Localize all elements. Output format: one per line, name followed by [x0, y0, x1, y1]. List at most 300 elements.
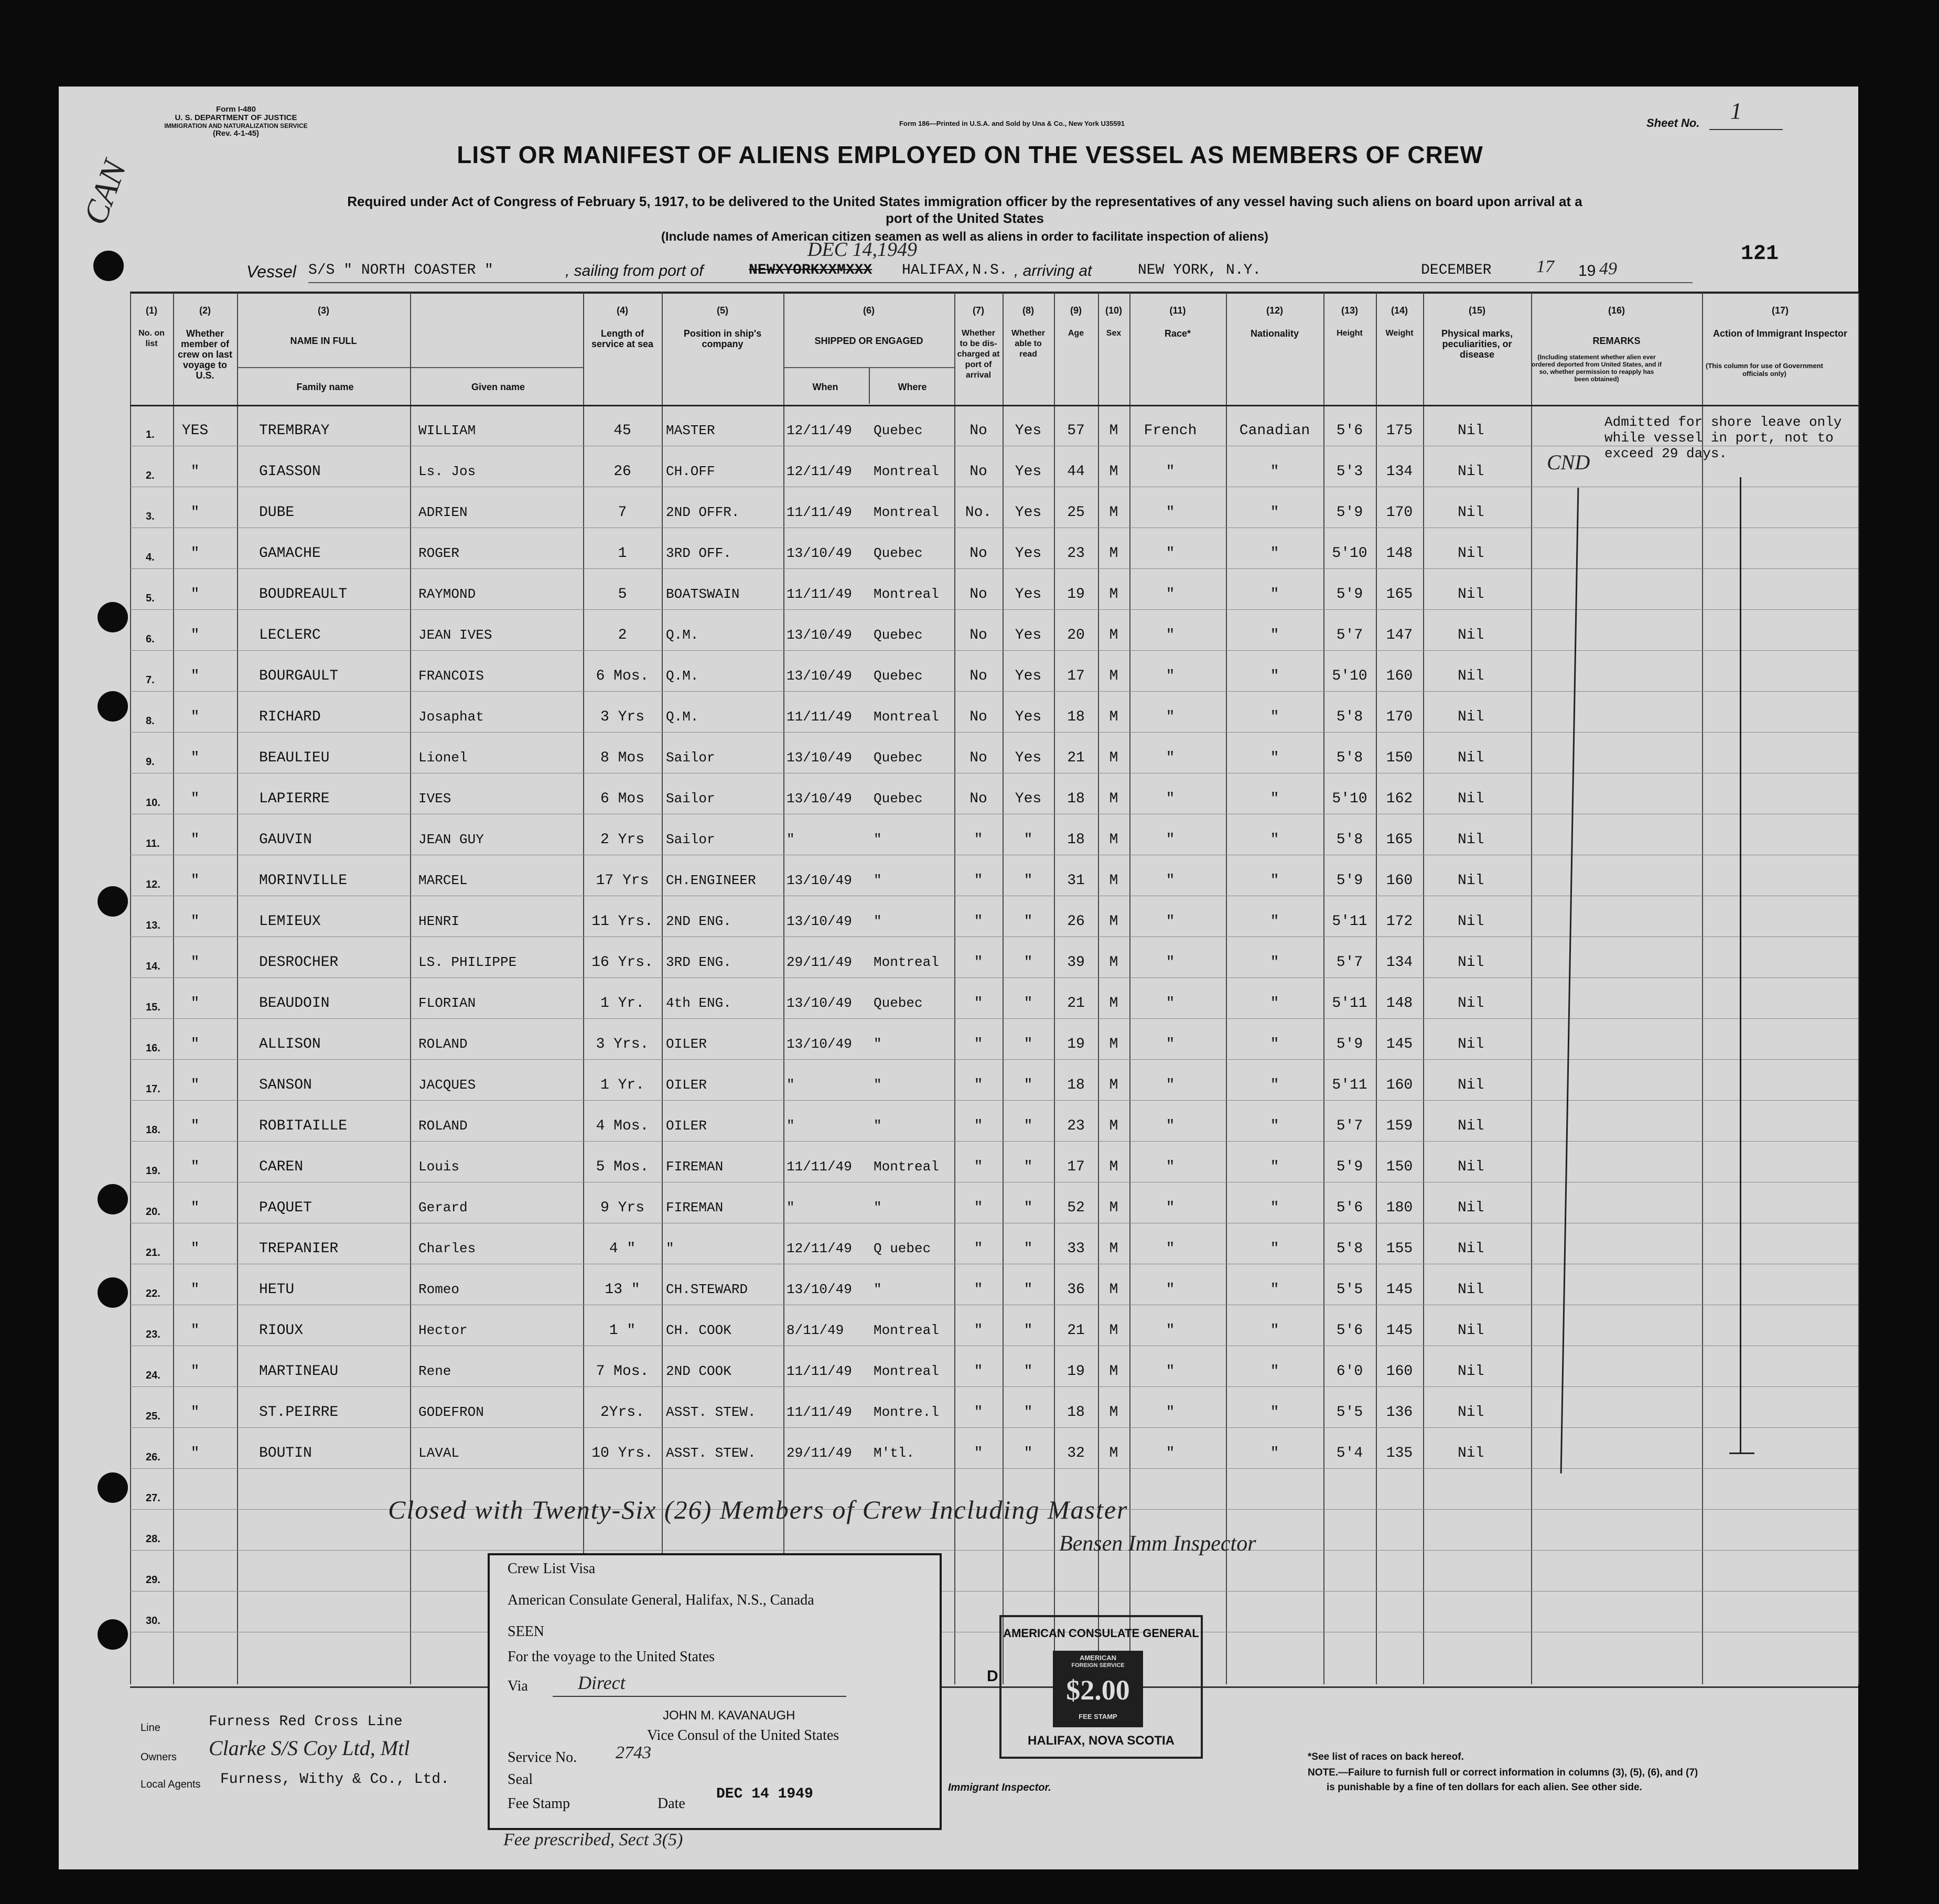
cell-given: ADRIEN	[418, 504, 468, 520]
cell-prev: "	[190, 1159, 200, 1175]
cell-when: 13/10/49	[787, 1282, 852, 1297]
agents-name: Furness, Withy & Co., Ltd.	[220, 1771, 449, 1788]
column-label: Whether to be dis-charged at port of arrival	[957, 329, 1000, 380]
punch-hole	[98, 691, 128, 722]
row-divider	[130, 568, 1858, 569]
row-divider	[130, 977, 1858, 978]
cell-height: 5'9	[1336, 873, 1363, 889]
family-name-header: Family name	[296, 382, 354, 392]
cell-marks: Nil	[1458, 1159, 1484, 1175]
cell-position: CH.ENGINEER	[666, 873, 756, 888]
cell-family: TREPANIER	[259, 1241, 339, 1257]
cell-position: 3RD OFF.	[666, 545, 731, 561]
cell-sex: M	[1109, 464, 1118, 480]
year-prefix: 19	[1578, 262, 1596, 279]
cell-when: 13/10/49	[787, 545, 852, 561]
cell-height: 6'0	[1336, 1363, 1363, 1380]
cell-sex: M	[1109, 1118, 1118, 1134]
visa-seal-label: Seal	[508, 1771, 533, 1788]
cell-age: 21	[1067, 995, 1085, 1012]
vessel-name: S/S " NORTH COASTER "	[308, 262, 493, 278]
cell-where: M'tl.	[874, 1445, 915, 1461]
cell-service: 11 Yrs.	[591, 913, 653, 930]
cell-where: "	[874, 1036, 882, 1052]
cell-when: "	[787, 1077, 795, 1093]
cell-given: Hector	[418, 1322, 468, 1338]
cell-family: RICHARD	[259, 709, 321, 725]
cell-service: 26	[613, 464, 631, 480]
cell-nat: "	[1270, 1159, 1279, 1175]
row-number: 11.	[146, 838, 160, 849]
cell-given: Romeo	[418, 1282, 460, 1297]
subcolumn-divider	[410, 367, 411, 404]
fee-stamp-value: $2.00	[1066, 1674, 1130, 1706]
remark-cnd: CND	[1547, 450, 1590, 474]
cell-disch: "	[974, 1404, 983, 1421]
cell-given: FLORIAN	[418, 995, 476, 1011]
cell-given: Josaphat	[418, 709, 484, 725]
cell-race: "	[1166, 913, 1175, 930]
cell-position: 4th ENG.	[666, 995, 731, 1011]
cell-race: "	[1166, 995, 1175, 1012]
column-number: (1)	[146, 305, 157, 316]
cell-nat: "	[1270, 1404, 1279, 1421]
column-label: Action of Immigrant Inspector	[1712, 328, 1848, 339]
cell-position: OILER	[666, 1036, 707, 1052]
cell-position: BOATSWAIN	[666, 586, 740, 602]
cell-age: 18	[1067, 1404, 1085, 1421]
cell-marks: Nil	[1458, 1282, 1484, 1298]
cell-sex: M	[1109, 627, 1118, 643]
cell-sex: M	[1109, 750, 1118, 766]
cell-service: 5	[618, 586, 627, 603]
stamp-d-mark: D	[987, 1668, 998, 1685]
cell-height: 5'11	[1332, 913, 1367, 930]
cell-given: Lionel	[418, 750, 468, 766]
cell-age: 18	[1067, 1077, 1085, 1093]
cell-position: Sailor	[666, 750, 715, 766]
visa-fee-label: Fee Stamp	[508, 1795, 570, 1812]
cell-given: HENRI	[418, 913, 460, 929]
cell-read: "	[1024, 954, 1033, 971]
cell-service: 6 Mos	[600, 791, 644, 807]
cell-when: 12/11/49	[787, 423, 852, 438]
cell-weight: 162	[1386, 791, 1413, 807]
cell-weight: 148	[1386, 545, 1413, 562]
cell-marks: Nil	[1458, 913, 1484, 930]
cell-service: 6 Mos.	[596, 668, 649, 684]
margin-note: CAN	[76, 155, 134, 230]
cell-marks: Nil	[1458, 586, 1484, 603]
cell-disch: "	[974, 1282, 983, 1298]
fee-stamp-label: FEE STAMP	[1079, 1713, 1117, 1720]
column-divider	[1531, 293, 1532, 1684]
row-number: 28.	[146, 1533, 160, 1545]
sailing-port: HALIFAX,N.S.	[902, 262, 1008, 278]
closing-note: Closed with Twenty-Six (26) Members of Crew Including Master	[388, 1495, 1128, 1524]
cell-sex: M	[1109, 995, 1118, 1012]
cell-disch: No.	[965, 504, 992, 521]
cell-nat: "	[1270, 1363, 1279, 1380]
cell-family: BOUTIN	[259, 1445, 312, 1461]
column-divider	[1423, 293, 1424, 1684]
cell-height: 5'6	[1336, 1322, 1363, 1339]
column-number: (12)	[1266, 305, 1283, 316]
cell-given: MARCEL	[418, 873, 468, 888]
cell-age: 31	[1067, 873, 1085, 889]
cell-prev: "	[190, 1200, 200, 1216]
cell-sex: M	[1109, 423, 1118, 439]
cell-given: Ls. Jos	[418, 464, 476, 479]
cell-family: DUBE	[259, 504, 295, 521]
cell-read: "	[1024, 1363, 1033, 1380]
cell-nat: "	[1270, 791, 1279, 807]
cell-age: 19	[1067, 586, 1085, 603]
cell-height: 5'10	[1332, 791, 1367, 807]
cell-height: 5'7	[1336, 627, 1363, 643]
cell-height: 5'10	[1332, 668, 1367, 684]
cell-position: ASST. STEW.	[666, 1404, 756, 1420]
cell-where: Quebec	[874, 750, 923, 766]
cell-service: 9 Yrs	[600, 1200, 644, 1216]
cell-weight: 170	[1386, 504, 1413, 521]
cell-position: FIREMAN	[666, 1159, 724, 1175]
cell-sex: M	[1109, 873, 1118, 889]
cell-height: 5'6	[1336, 1200, 1363, 1216]
visa-service-label: Service No.	[508, 1749, 577, 1766]
cell-service: 10 Yrs.	[591, 1445, 653, 1461]
row-number: 30.	[146, 1615, 160, 1627]
cell-weight: 175	[1386, 423, 1413, 439]
cell-sex: M	[1109, 791, 1118, 807]
visa-signature-line	[553, 1696, 846, 1697]
cell-marks: Nil	[1458, 1036, 1484, 1052]
cell-weight: 136	[1386, 1404, 1413, 1421]
row-number: 17.	[146, 1083, 160, 1095]
cell-read: "	[1024, 1282, 1033, 1298]
cell-marks: Nil	[1458, 1077, 1484, 1093]
cell-weight: 148	[1386, 995, 1413, 1012]
cell-disch: No	[970, 668, 987, 684]
punch-hole	[98, 1277, 128, 1308]
cell-position: 2ND COOK	[666, 1363, 731, 1379]
cell-service: 8 Mos	[600, 750, 644, 766]
row-divider	[130, 1059, 1858, 1060]
column-number: (6)	[863, 305, 875, 316]
row-number: 9.	[146, 756, 155, 768]
cell-where: Montreal	[874, 504, 939, 520]
cell-prev: "	[190, 709, 200, 725]
cell-service: 2Yrs.	[600, 1404, 644, 1421]
cell-family: GAUVIN	[259, 832, 312, 848]
column-label: Whether member of crew on last voyage to U.S.	[177, 328, 233, 381]
arrival-month: DECEMBER	[1421, 262, 1492, 278]
cell-where: "	[874, 913, 882, 929]
cell-height: 5'9	[1336, 1159, 1363, 1175]
cell-height: 5'8	[1336, 750, 1363, 766]
cell-age: 33	[1067, 1241, 1085, 1257]
cell-family: ROBITAILLE	[259, 1118, 348, 1134]
cell-when: 11/11/49	[787, 1363, 852, 1379]
cell-nat: "	[1270, 1445, 1279, 1461]
cell-nat: "	[1270, 750, 1279, 766]
cell-sex: M	[1109, 913, 1118, 930]
cell-given: ROGER	[418, 545, 460, 561]
cell-service: 17 Yrs	[596, 873, 649, 889]
row-divider	[130, 732, 1858, 733]
cell-read: Yes	[1015, 627, 1042, 643]
visa-title: Crew List Visa	[508, 1561, 596, 1577]
cell-weight: 160	[1386, 668, 1413, 684]
cell-age: 18	[1067, 832, 1085, 848]
cell-read: Yes	[1015, 709, 1042, 725]
cell-when: 13/10/49	[787, 873, 852, 888]
cell-height: 5'7	[1336, 1118, 1363, 1134]
cell-sex: M	[1109, 954, 1118, 971]
cell-sex: M	[1109, 1322, 1118, 1339]
cell-read: "	[1024, 995, 1033, 1012]
row-number: 13.	[146, 920, 160, 931]
cell-given: Rene	[418, 1363, 451, 1379]
remark-line-3: exceed 29 days.	[1604, 446, 1728, 461]
cell-nat: "	[1270, 545, 1279, 562]
cell-age: 19	[1067, 1363, 1085, 1380]
cell-where: Montreal	[874, 464, 939, 479]
cell-given: Gerard	[418, 1200, 468, 1215]
column-divider	[410, 293, 411, 1684]
cell-marks: Nil	[1458, 873, 1484, 889]
cell-where: Quebec	[874, 423, 923, 438]
cell-sex: M	[1109, 1282, 1118, 1298]
cell-read: "	[1024, 1159, 1033, 1175]
cell-age: 26	[1067, 913, 1085, 930]
cell-race: "	[1166, 709, 1175, 725]
cell-when: 11/11/49	[787, 1159, 852, 1175]
cell-race: "	[1166, 1200, 1175, 1216]
cell-prev: "	[190, 832, 200, 848]
sheet-label: Sheet No.	[1646, 116, 1700, 130]
row-number: 6.	[146, 633, 155, 645]
cell-age: 25	[1067, 504, 1085, 521]
column-divider	[130, 293, 131, 1684]
cell-disch: "	[974, 1363, 983, 1380]
cell-race: "	[1166, 504, 1175, 521]
cell-nat: "	[1270, 464, 1279, 480]
column-label: Height	[1337, 329, 1363, 338]
cell-weight: 155	[1386, 1241, 1413, 1257]
cell-age: 21	[1067, 750, 1085, 766]
cell-age: 17	[1067, 1159, 1085, 1175]
cell-disch: No	[970, 423, 987, 439]
fine-note-1: NOTE.—Failure to furnish full or correct information in columns (3), (5), (6), and (7)	[1308, 1767, 1698, 1778]
column-label: Sex	[1106, 329, 1122, 338]
cell-nat: "	[1270, 1241, 1279, 1257]
cell-disch: No	[970, 750, 987, 766]
column-label: Whether able to read	[1011, 329, 1045, 359]
cell-age: 18	[1067, 709, 1085, 725]
agents-label: Local Agents	[141, 1779, 201, 1790]
cell-position: 2ND OFFR.	[666, 504, 740, 520]
subtitle-3: (Include names of American citizen seamen as well as aliens in order to facilitate inspection of aliens)	[661, 230, 1269, 244]
row-number: 5.	[146, 593, 155, 604]
cell-nat: "	[1270, 668, 1279, 684]
cell-height: 5'4	[1336, 1445, 1363, 1461]
cell-marks: Nil	[1458, 668, 1484, 684]
cell-weight: 180	[1386, 1200, 1413, 1216]
cell-service: 7	[618, 504, 627, 521]
sheet-underline	[1709, 129, 1783, 130]
cell-read: "	[1024, 1241, 1033, 1257]
cell-family: BOURGAULT	[259, 668, 339, 684]
punch-hole	[98, 1472, 128, 1503]
cell-given: GODEFRON	[418, 1404, 484, 1420]
visa-via-label: Via	[508, 1678, 528, 1694]
cell-marks: Nil	[1458, 1200, 1484, 1216]
cell-service: 2	[618, 627, 627, 643]
cell-given: JACQUES	[418, 1077, 476, 1093]
cell-family: LECLERC	[259, 627, 321, 643]
row-number: 15.	[146, 1002, 160, 1013]
cell-when: 13/10/49	[787, 1036, 852, 1052]
cell-prev: "	[190, 1077, 200, 1093]
cell-prev: "	[190, 545, 200, 562]
cell-age: 17	[1067, 668, 1085, 684]
column-divider	[662, 293, 663, 1684]
visa-stamp	[488, 1553, 942, 1830]
cell-service: 4 Mos.	[596, 1118, 649, 1134]
punch-hole	[98, 1619, 128, 1650]
cell-marks: Nil	[1458, 1118, 1484, 1134]
cell-disch: "	[974, 1159, 983, 1175]
cell-marks: Nil	[1458, 1404, 1484, 1421]
cell-family: BOUDREAULT	[259, 586, 348, 603]
cell-family: TREMBRAY	[259, 423, 330, 439]
cell-prev: "	[190, 873, 200, 889]
cell-position: MASTER	[666, 423, 715, 438]
cell-where: Quebec	[874, 545, 923, 561]
cell-position: Q.M.	[666, 668, 699, 684]
cell-where: "	[874, 832, 882, 847]
cell-age: 32	[1067, 1445, 1085, 1461]
column-number: (14)	[1391, 305, 1408, 316]
cell-height: 5'9	[1336, 586, 1363, 603]
cell-where: Montreal	[874, 954, 939, 970]
cell-when: 11/11/49	[787, 1404, 852, 1420]
row-number: 14.	[146, 961, 160, 972]
visa-consul-name: JOHN M. KAVANAUGH	[663, 1708, 795, 1723]
cell-height: 5'8	[1336, 832, 1363, 848]
arriving-label: , arriving at	[1014, 262, 1092, 279]
row-number: 4.	[146, 552, 155, 563]
column-divider	[1702, 293, 1703, 1684]
visa-via: Direct	[578, 1672, 626, 1693]
cell-nat: "	[1270, 586, 1279, 603]
visa-seen: SEEN	[508, 1623, 544, 1640]
column-number: (9)	[1070, 305, 1082, 316]
column-divider	[954, 293, 955, 1684]
cell-marks: Nil	[1458, 545, 1484, 562]
cell-read: Yes	[1015, 464, 1042, 480]
row-number: 20.	[146, 1206, 160, 1218]
cell-weight: 150	[1386, 750, 1413, 766]
inspector-signature: Bensen Imm Inspector	[1059, 1532, 1256, 1556]
cell-given: LAVAL	[418, 1445, 460, 1461]
cell-height: 5'9	[1336, 504, 1363, 521]
cell-nat: "	[1270, 1282, 1279, 1298]
cell-given: Louis	[418, 1159, 460, 1175]
cell-given: FRANCOIS	[418, 668, 484, 684]
cell-service: 1	[618, 545, 627, 562]
fine-note-2: is punishable by a fine of ten dollars for each alien. See other side.	[1327, 1782, 1642, 1793]
cell-disch: "	[974, 1445, 983, 1461]
cell-weight: 165	[1386, 586, 1413, 603]
cell-marks: Nil	[1458, 995, 1484, 1012]
cell-service: 7 Mos.	[596, 1363, 649, 1380]
cell-where: Montreal	[874, 1363, 939, 1379]
subtitle-1: Required under Act of Congress of February 5, 1917, to be delivered to the United States immigration officer by the representatives of any vessel having such aliens on board upon arrival at a	[347, 193, 1582, 209]
service-name: IMMIGRATION AND NATURALIZATION SERVICE	[164, 122, 308, 130]
cell-sex: M	[1109, 1445, 1118, 1461]
cell-age: 18	[1067, 791, 1085, 807]
cell-where: Montreal	[874, 1322, 939, 1338]
cell-position: 3RD ENG.	[666, 954, 731, 970]
cell-family: MARTINEAU	[259, 1363, 339, 1380]
cell-read: Yes	[1015, 504, 1042, 521]
cell-nat: "	[1270, 1200, 1279, 1216]
cell-nat: "	[1270, 1322, 1279, 1339]
row-number: 10.	[146, 797, 160, 809]
cell-where: Quebec	[874, 627, 923, 643]
cell-sex: M	[1109, 586, 1118, 603]
vessel-label: Vessel	[246, 262, 296, 281]
cell-where: Montreal	[874, 586, 939, 602]
cell-age: 19	[1067, 1036, 1085, 1052]
cell-disch: No	[970, 627, 987, 643]
cell-where: "	[874, 873, 882, 888]
cell-age: 44	[1067, 464, 1085, 480]
cell-when: 11/11/49	[787, 586, 852, 602]
cell-race: "	[1166, 668, 1175, 684]
cell-marks: Nil	[1458, 709, 1484, 725]
cell-marks: Nil	[1458, 423, 1484, 439]
line-name: Furness Red Cross Line	[209, 1714, 403, 1730]
column-divider	[1003, 293, 1004, 1684]
row-number: 8.	[146, 715, 155, 727]
fee-stamp-line1: AMERICAN	[1079, 1654, 1117, 1662]
row-number: 29.	[146, 1574, 160, 1586]
cell-disch: "	[974, 873, 983, 889]
row-divider	[130, 609, 1858, 610]
cell-position: Q.M.	[666, 627, 699, 643]
cell-family: GIASSON	[259, 464, 321, 480]
cell-race: "	[1166, 1282, 1175, 1298]
cell-disch: No	[970, 464, 987, 480]
row-divider	[130, 1386, 1858, 1387]
cell-service: 16 Yrs.	[591, 954, 653, 971]
column-number: (7)	[973, 305, 984, 316]
cell-marks: Nil	[1458, 464, 1484, 480]
column-label: NAME IN FULL	[290, 336, 357, 346]
cell-sex: M	[1109, 1200, 1118, 1216]
cell-prev: "	[190, 586, 200, 603]
cell-family: CAREN	[259, 1159, 304, 1175]
row-divider	[130, 691, 1858, 692]
cell-read: "	[1024, 873, 1033, 889]
column-divider	[1226, 293, 1227, 1684]
cell-position: Q.M.	[666, 709, 699, 725]
cell-when: "	[787, 832, 795, 847]
cell-service: 3 Yrs.	[596, 1036, 649, 1052]
